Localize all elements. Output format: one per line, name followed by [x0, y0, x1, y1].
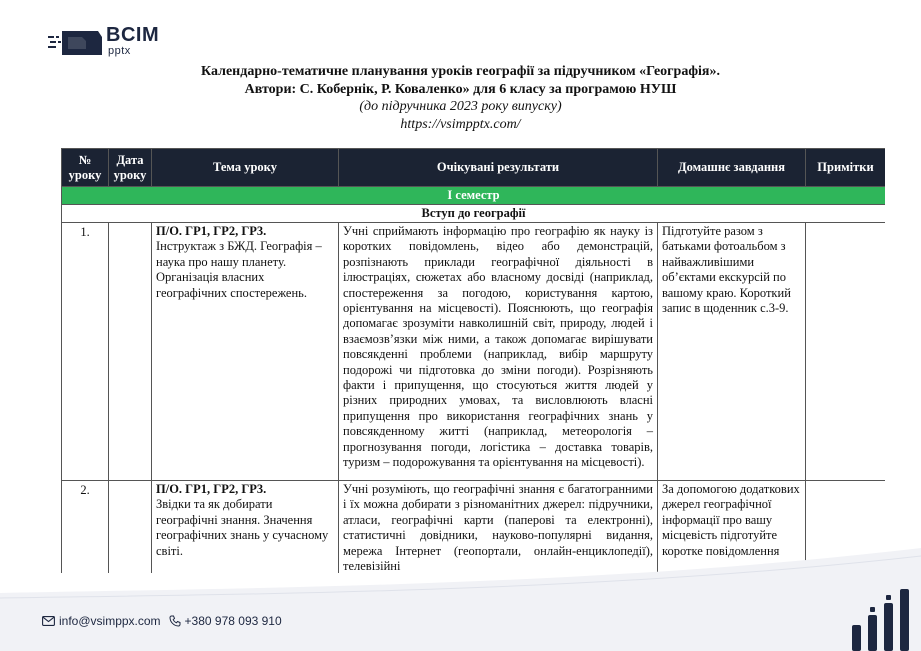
topic-codes: П/О. ГР1, ГР2, ГР3. [156, 482, 267, 496]
plan-table-wrapper [61, 148, 885, 573]
lesson-topic [152, 223, 339, 481]
table-row [62, 223, 886, 481]
section-label: Вступ до географії [62, 205, 886, 223]
lesson-notes [806, 223, 886, 481]
phone-icon [169, 615, 181, 627]
col-header-homework: Домашнє завдання [658, 149, 806, 187]
col-header-date: Дата уроку [109, 149, 152, 187]
logo-sub: pptx [108, 45, 131, 57]
title-line-1: Календарно-тематичне планування уроків географії за підручником «Географія». [201, 64, 720, 79]
phone-text[interactable]: +380 978 093 910 [184, 614, 282, 628]
logo-brand: BCIM [106, 24, 160, 46]
title-line-2: Автори: С. Кобернік, Р. Коваленко» для 6 класу за програмою НУШ [244, 81, 677, 97]
col-header-num: № уроку [62, 149, 109, 187]
email-contact[interactable] [42, 614, 161, 628]
contact-footer [42, 614, 282, 628]
lesson-results: Учні сприймають інформацію про географію як науку із коротких повідомлень, відео або демонстрацій, розпізнають приклади географічної діяльності в ілюстраціях, сюжетах або власному досвіді (наприклад, спостереження за погодою, користування картою, орієнтування на місцевості). Пояснюють, що географія допомагає зрозуміти навколишній світ, природу, людей і взаємозв’язки між ними, а також допомагає вирішувати повсякденні проблеми (наприклад, вибір маршруту подорожі чи підготовка до зміни погоди). Розрізняють факти і припущення, що стосуються життя людей у різних природних умовах, та висловлюють власні припущення про використання географічних знань у повсякденному житті (наприклад, метеорологія – прогнозування погоди, логістика – доставка товарів, туризм – подорожування та орієнтування на місцевості). [339, 223, 658, 481]
lesson-date [109, 223, 152, 481]
footer-wave [0, 548, 921, 651]
logo [48, 24, 168, 64]
document-header [0, 63, 921, 133]
logo-mark-icon [48, 27, 104, 59]
topic-text: Інструктаж з БЖД. Географія – наука про нашу планету. Організація власних географічних спостережень. [156, 239, 322, 300]
topic-text: Звідки та як добирати географічні знання. Значення географічних знань у сучасному світі. [156, 497, 329, 558]
lesson-homework: За допомогою додаткових джерел географічної інформації про вашу місцевість підготуйте коротке повідомлення [658, 481, 806, 574]
col-header-notes: Примітки [806, 149, 886, 187]
plan-table [61, 148, 885, 573]
lesson-results: Учні розуміють, що географічні знання є багатогранними і їх можна добирати з різноманітних джерел: підручники, атласи, географічні карти (паперові та електронні), статистичні довідники, науково-популярні видання, мережа Інтернет (геопортали, онлайн-енциклопедії), телевізійні [339, 481, 658, 574]
lesson-homework: Підготуйте разом з батьками фотоальбом з найважливішими об’єктами екскурсій по вашому краю. Короткий запис в щоденник с.3-9. [658, 223, 806, 481]
topic-codes: П/О. ГР1, ГР2, ГР3. [156, 224, 267, 238]
table-header-row [62, 149, 886, 187]
semester-row [62, 187, 886, 205]
lesson-number: 2. [62, 481, 109, 574]
email-text[interactable]: info@vsimppx.com [59, 614, 161, 628]
col-header-results: Очікувані результати [339, 149, 658, 187]
col-header-topic: Тема уроку [152, 149, 339, 187]
section-row [62, 205, 886, 223]
decorative-bars-icon [848, 585, 921, 651]
source-url[interactable]: https://vsimpptx.com/ [400, 116, 521, 132]
lesson-number: 1. [62, 223, 109, 481]
subtitle: (до підручника 2023 року випуску) [359, 99, 562, 114]
semester-label: І семестр [62, 187, 886, 205]
mail-icon [42, 616, 55, 626]
phone-contact[interactable] [169, 614, 282, 628]
